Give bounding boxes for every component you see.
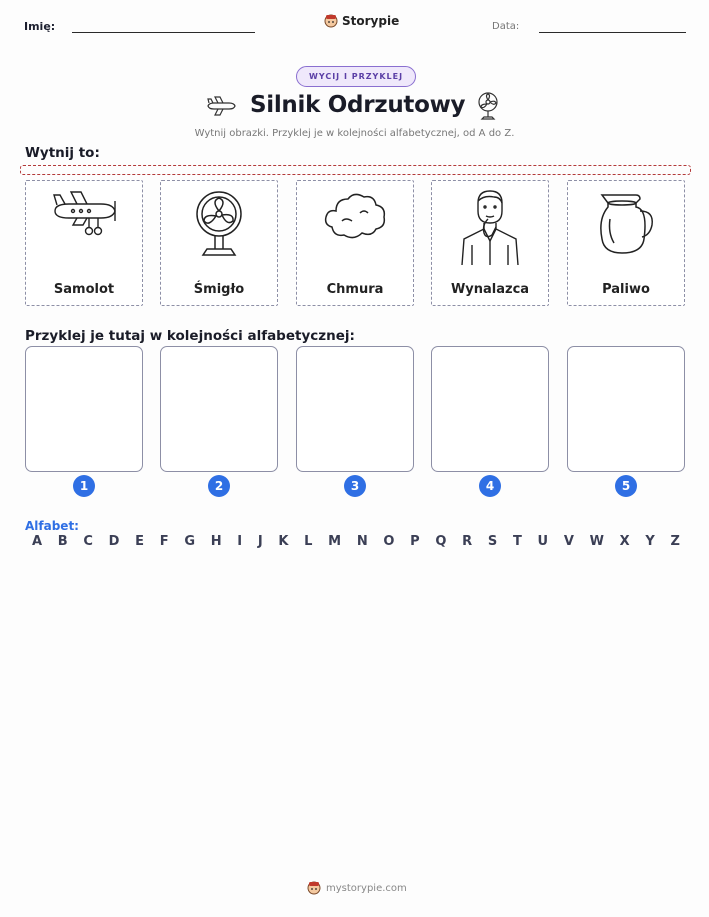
date-label: Data: [492,21,520,32]
alphabet-letter: Z [670,534,680,549]
activity-badge: WYCIJ I PRZYKLEJ [296,66,416,87]
name-label: Imię: [24,20,56,33]
paste-slot-2[interactable] [160,346,278,472]
alphabet-letter: A [32,534,43,549]
alphabet-letter: W [589,534,604,549]
paste-slot-5[interactable] [567,346,685,472]
alphabet-letter: H [210,534,222,549]
paste-heading: Przyklej je tutaj w kolejności alfabetycznej: [25,328,355,344]
cut-card-wynalazca[interactable] [431,180,549,306]
slot-number-badge: 3 [344,475,366,497]
alphabet-row [32,534,680,549]
alphabet-letter: O [383,534,395,549]
alphabet-letter: C [83,534,93,549]
cut-card-paliwo[interactable] [567,180,685,306]
airplane-decor-icon [205,95,237,117]
airplane-icon [49,189,119,237]
paste-slot-4[interactable] [431,346,549,472]
alphabet-letter: J [257,534,263,549]
slot-number-badge: 2 [208,475,230,497]
alphabet-letter: L [304,534,313,549]
alphabet-letter: P [410,534,420,549]
alphabet-letter: R [462,534,473,549]
alphabet-heading: Alfabet: [25,519,79,533]
alphabet-letter: T [512,534,522,549]
alphabet-letter: V [563,534,574,549]
brand-name: Storypie [342,14,400,28]
cut-card-samolot[interactable] [25,180,143,306]
alphabet-letter: Y [645,534,655,549]
slot-number-badge: 4 [479,475,501,497]
storypie-mascot-icon [307,881,321,895]
alphabet-letter: I [237,534,243,549]
pitcher-icon [596,189,656,257]
cut-card-chmura[interactable] [296,180,414,306]
alphabet-letter: S [487,534,498,549]
footer-url[interactable]: mystorypie.com [326,882,407,894]
slot-number-badge: 1 [73,475,95,497]
cut-heading: Wytnij to: [25,145,100,161]
paste-slot-1[interactable] [25,346,143,472]
footer [307,881,407,895]
card-label: Chmura [326,282,384,297]
fan-decor-icon [476,91,500,121]
paste-slot-3[interactable] [296,346,414,472]
alphabet-letter: E [135,534,145,549]
alphabet-letter: K [278,534,289,549]
card-label: Paliwo [602,282,650,297]
storypie-mascot-icon [324,14,338,28]
alphabet-letter: U [537,534,549,549]
card-label: Śmigło [193,282,245,297]
name-line[interactable] [72,32,255,33]
alphabet-letter: X [619,534,630,549]
fan-icon [191,189,247,259]
card-label: Wynalazca [450,282,530,297]
page-title: Silnik Odrzutowy [250,92,466,118]
cut-card-smiglo[interactable] [160,180,278,306]
slot-number-badge: 5 [615,475,637,497]
card-label: Samolot [53,282,115,297]
cut-line [20,165,691,175]
alphabet-letter: B [57,534,68,549]
alphabet-letter: M [328,534,342,549]
alphabet-letter: F [159,534,169,549]
instructions: Wytnij obrazki. Przyklej je w kolejności alfabetycznej, od A do Z. [194,128,515,139]
alphabet-letter: Q [435,534,447,549]
alphabet-letter: G [184,534,195,549]
brand-logo [324,14,399,28]
alphabet-letter: D [108,534,120,549]
alphabet-letter: N [356,534,368,549]
inventor-icon [460,189,520,265]
date-line[interactable] [539,32,686,33]
cloud-icon [322,189,388,243]
